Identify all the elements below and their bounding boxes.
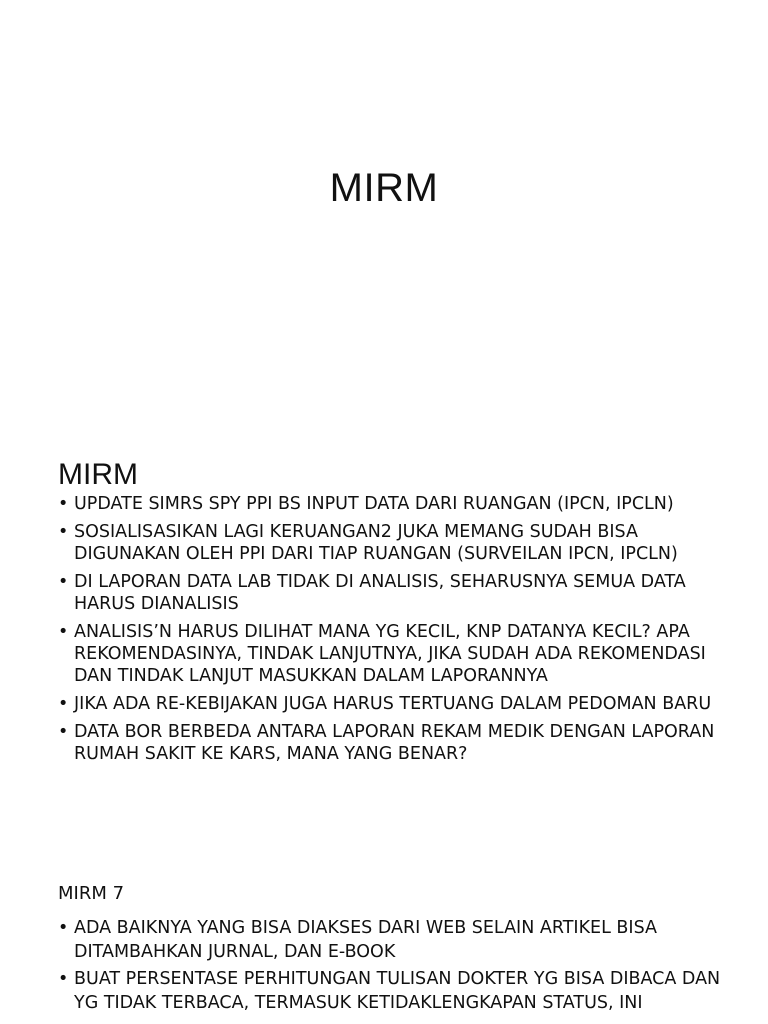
list-item: • UPDATE SIMRS SPY PPI BS INPUT DATA DARI RUANGAN (IPCN, IPCLN) <box>58 493 728 515</box>
subsection-heading: MIRM 7 <box>58 883 125 904</box>
section-bullet-list <box>58 493 728 771</box>
list-item: • SOSIALISASIKAN LAGI KERUANGAN2 JUKA MEMANG SUDAH BISA DIGUNAKAN OLEH PPI DARI TIAP RUANGAN (SURVEILAN IPCN, IPCLN) <box>58 521 728 565</box>
page-title: MIRM <box>329 166 439 210</box>
list-item: • BUAT PERSENTASE PERHITUNGAN TULISAN DOKTER YG BISA DIBACA DAN YG TIDAK TERBACA, TERMASUK KETIDAKLENGKAPAN STATUS, INI <box>58 967 728 1015</box>
list-item: • ADA BAIKNYA YANG BISA DIAKSES DARI WEB SELAIN ARTIKEL BISA DITAMBAHKAN JURNAL, DAN E-BOOK <box>58 916 728 964</box>
list-item: • ANALISIS’N HARUS DILIHAT MANA YG KECIL, KNP DATANYA KECIL? APA REKOMENDASINYA, TINDAK LANJUTNYA, JIKA SUDAH ADA REKOMENDASI DAN TINDAK LANJUT MASUKKAN DALAM LAPORANNYA <box>58 621 728 687</box>
list-item: • DI LAPORAN DATA LAB TIDAK DI ANALISIS, SEHARUSNYA SEMUA DATA HARUS DIANALISIS <box>58 571 728 615</box>
list-item: • JIKA ADA RE-KEBIJAKAN JUGA HARUS TERTUANG DALAM PEDOMAN BARU <box>58 693 728 715</box>
section-heading: MIRM <box>58 458 138 491</box>
list-item: • DATA BOR BERBEDA ANTARA LAPORAN REKAM MEDIK DENGAN LAPORAN RUMAH SAKIT KE KARS, MANA YANG BENAR? <box>58 721 728 765</box>
subsection-bullet-list <box>58 916 728 1018</box>
